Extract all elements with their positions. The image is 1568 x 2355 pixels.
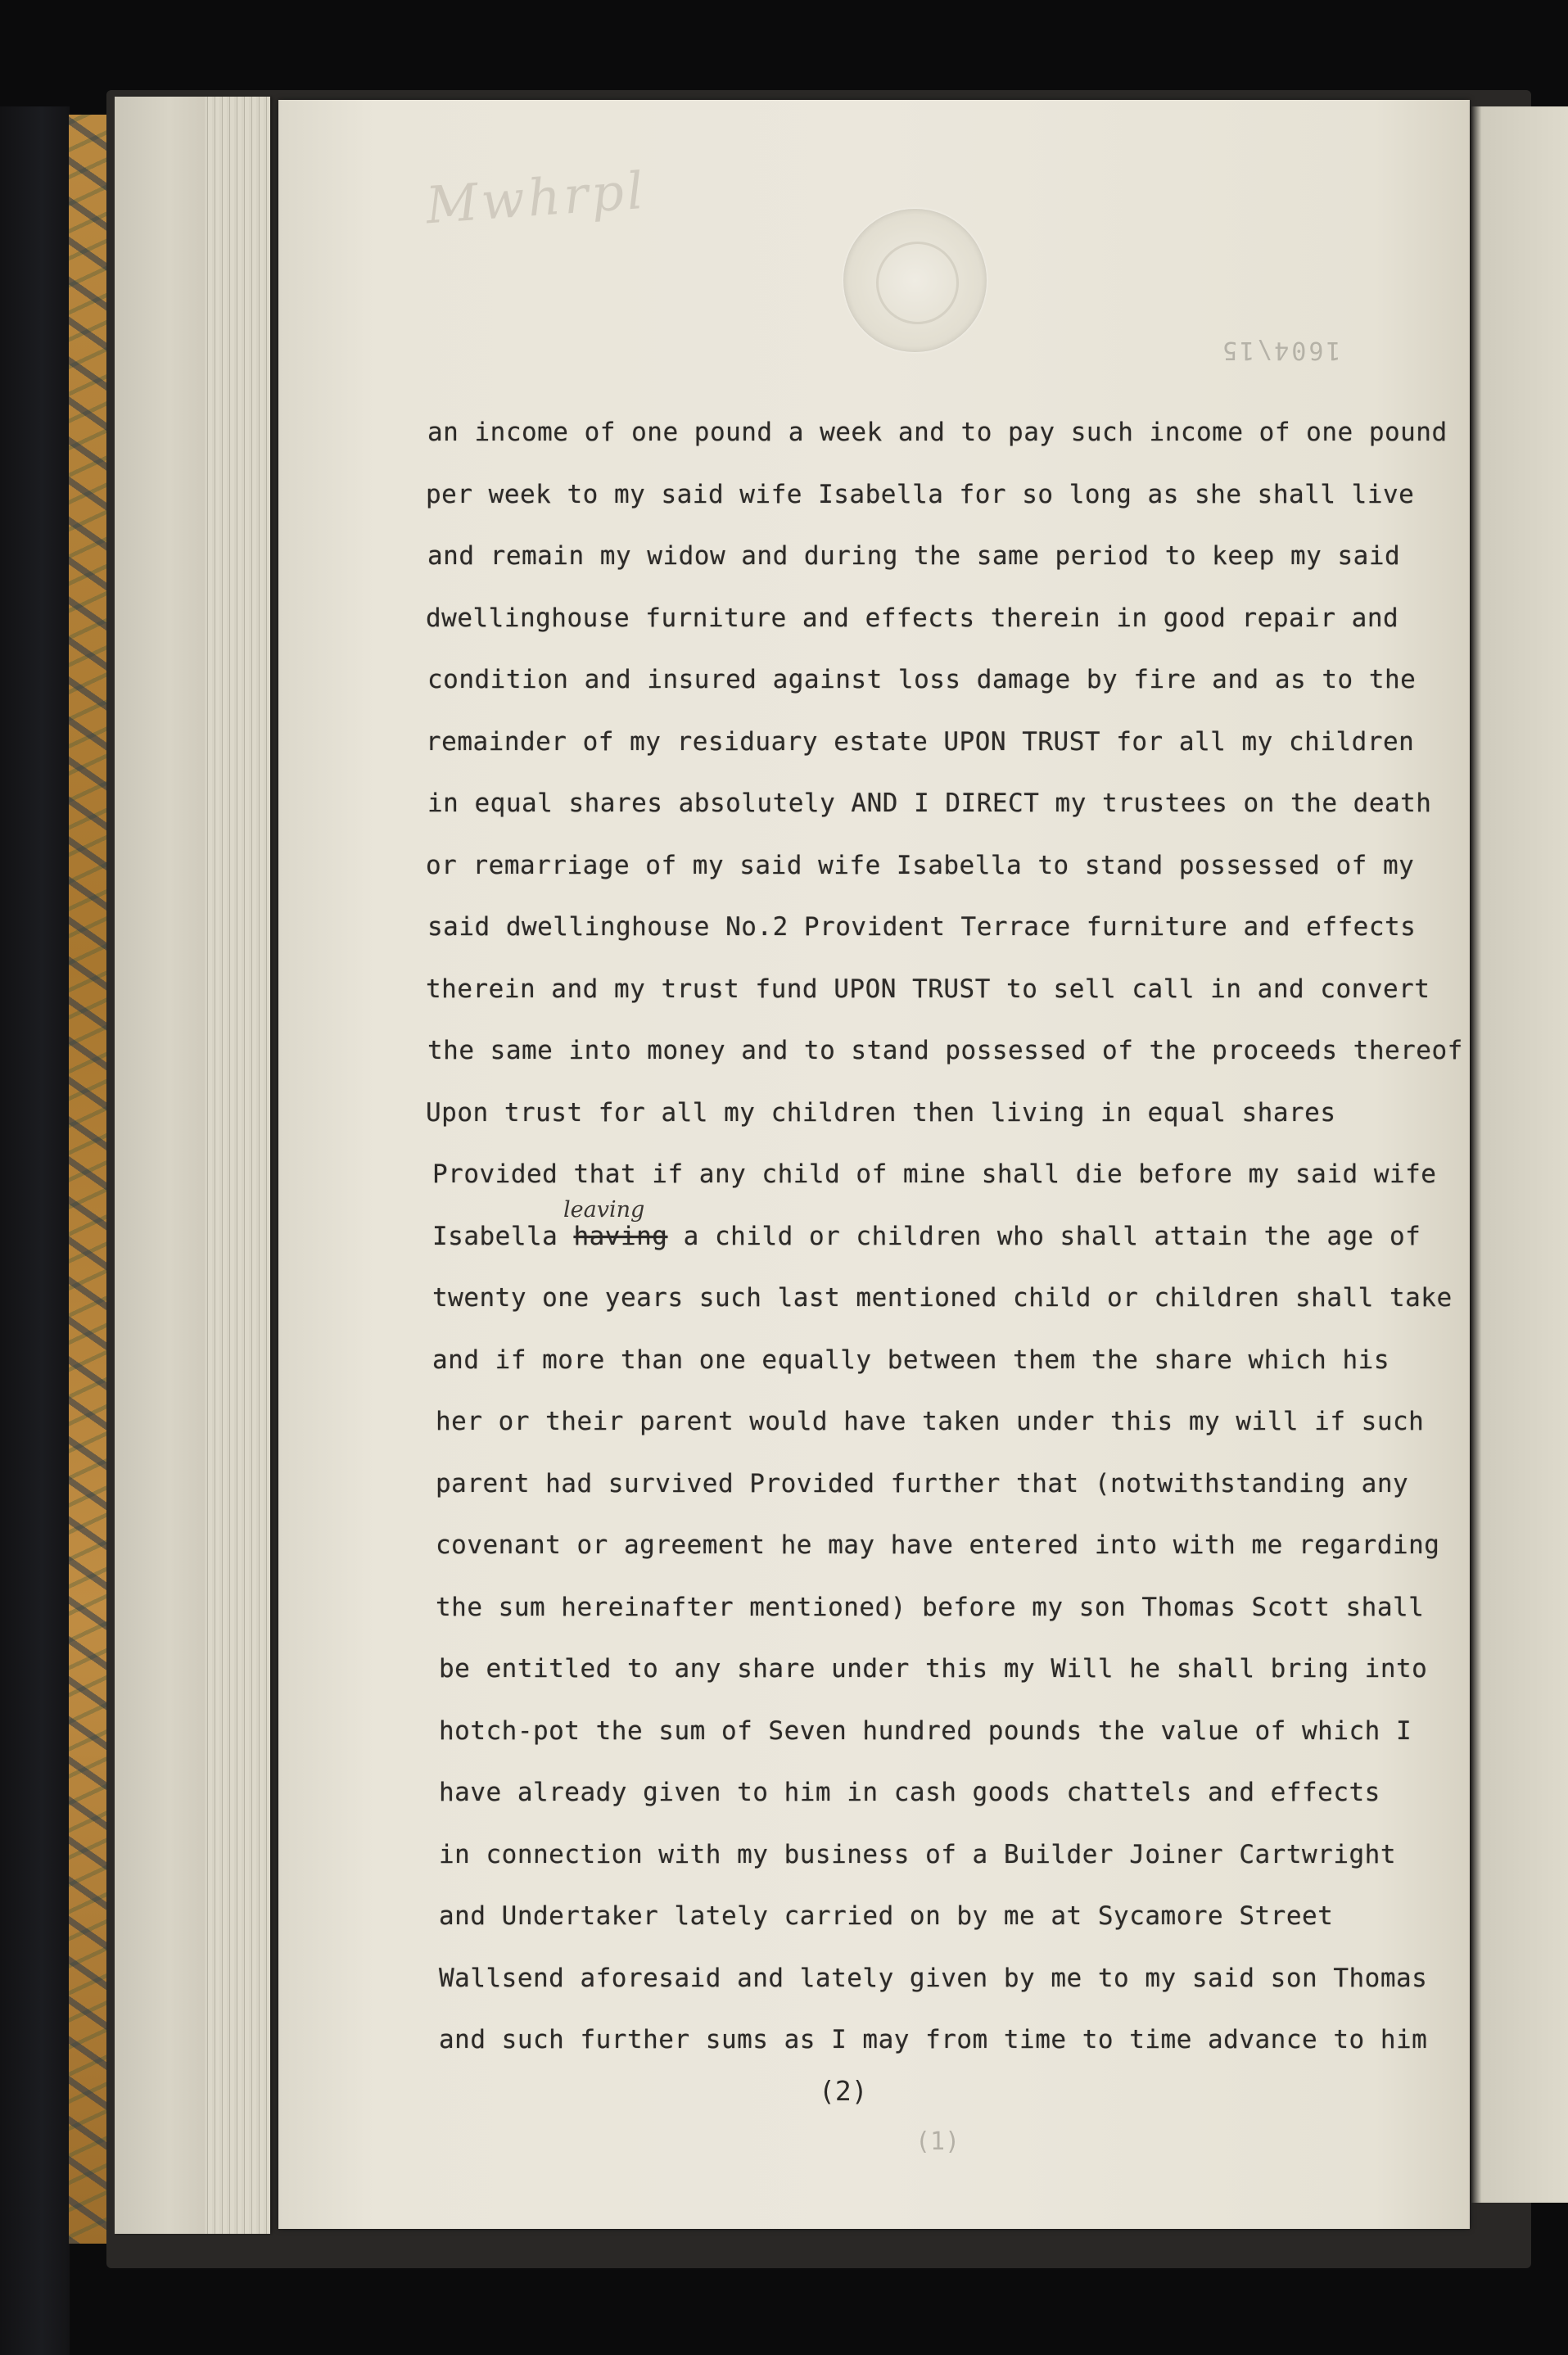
text-line: and if more than one equally between them the share which his — [432, 1345, 1390, 1375]
text-line: per week to my said wife Isabella for so long as she shall live — [426, 479, 1415, 509]
text-line: Wallsend aforesaid and lately given by me to my said son Thomas — [439, 1963, 1428, 1993]
text-line: the same into money and to stand possessed of the proceeds thereof — [427, 1036, 1463, 1065]
typed-text-body — [426, 418, 1482, 2087]
embossed-seal — [843, 209, 987, 352]
text-line: in equal shares absolutely AND I DIRECT my trustees on the death — [427, 789, 1432, 818]
book-spine — [0, 106, 70, 2355]
text-line: and Undertaker lately carried on by me at Sycamore Street — [439, 1901, 1334, 1931]
text-line: her or their parent would have taken under this my will if such — [436, 1407, 1425, 1436]
text-line: twenty one years such last mentioned child or children shall take — [432, 1283, 1453, 1313]
text-line: or remarriage of my said wife Isabella to stand possessed of my — [426, 850, 1415, 880]
text-line: said dwellinghouse No.2 Provident Terrace furniture and effects — [427, 912, 1417, 942]
text-line: and remain my widow and during the same period to keep my said — [427, 541, 1401, 571]
text-line: Provided that if any child of mine shall die before my said wife — [432, 1159, 1437, 1189]
bleed-through-page-number: (1) — [915, 2127, 960, 2156]
text-line: an income of one pound a week and to pay such income of one pound — [427, 418, 1448, 447]
text-line: be entitled to any share under this my Will he shall bring into — [439, 1654, 1428, 1684]
text-line: therein and my trust fund UPON TRUST to sell call in and convert — [426, 974, 1430, 1004]
text-line: remainder of my residuary estate UPON TRUST for all my children — [426, 726, 1415, 757]
text-line: covenant or agreement he may have entered into with me regarding — [436, 1530, 1440, 1560]
page-edges — [115, 97, 270, 2234]
handwritten-interlineation: leaving — [563, 1197, 645, 1223]
text-line: dwellinghouse furniture and effects therein in good repair and — [426, 603, 1399, 633]
struck-word: having — [573, 1221, 668, 1251]
text-line: in connection with my business of a Builder Joiner Cartwright — [439, 1839, 1396, 1869]
text-line: parent had survived Provided further that (notwithstanding any — [436, 1468, 1409, 1498]
line-segment: a child or children who shall attain the age of — [667, 1221, 1421, 1251]
text-line: have already given to him in cash goods chattels and effects — [439, 1778, 1380, 1807]
page-number: (2) — [819, 2075, 868, 2107]
text-line: and such further sums as I may from time to time advance to him — [439, 2025, 1428, 2054]
text-line: condition and insured against loss damage by fire and as to the — [427, 665, 1417, 694]
bleed-through-reference: 1604\15 — [1220, 336, 1341, 364]
facing-page-edge — [1470, 106, 1568, 2203]
text-line: hotch-pot the sum of Seven hundred pounds the value of which I — [439, 1715, 1412, 1746]
text-line-with-correction — [426, 1222, 1482, 1284]
text-line: the sum hereinafter mentioned) before my son Thomas Scott shall — [436, 1592, 1425, 1622]
line-segment: Isabella — [432, 1221, 574, 1251]
pencil-signature: Mwhrpl — [423, 160, 648, 236]
text-line: Upon trust for all my children then living in equal shares — [426, 1097, 1336, 1128]
